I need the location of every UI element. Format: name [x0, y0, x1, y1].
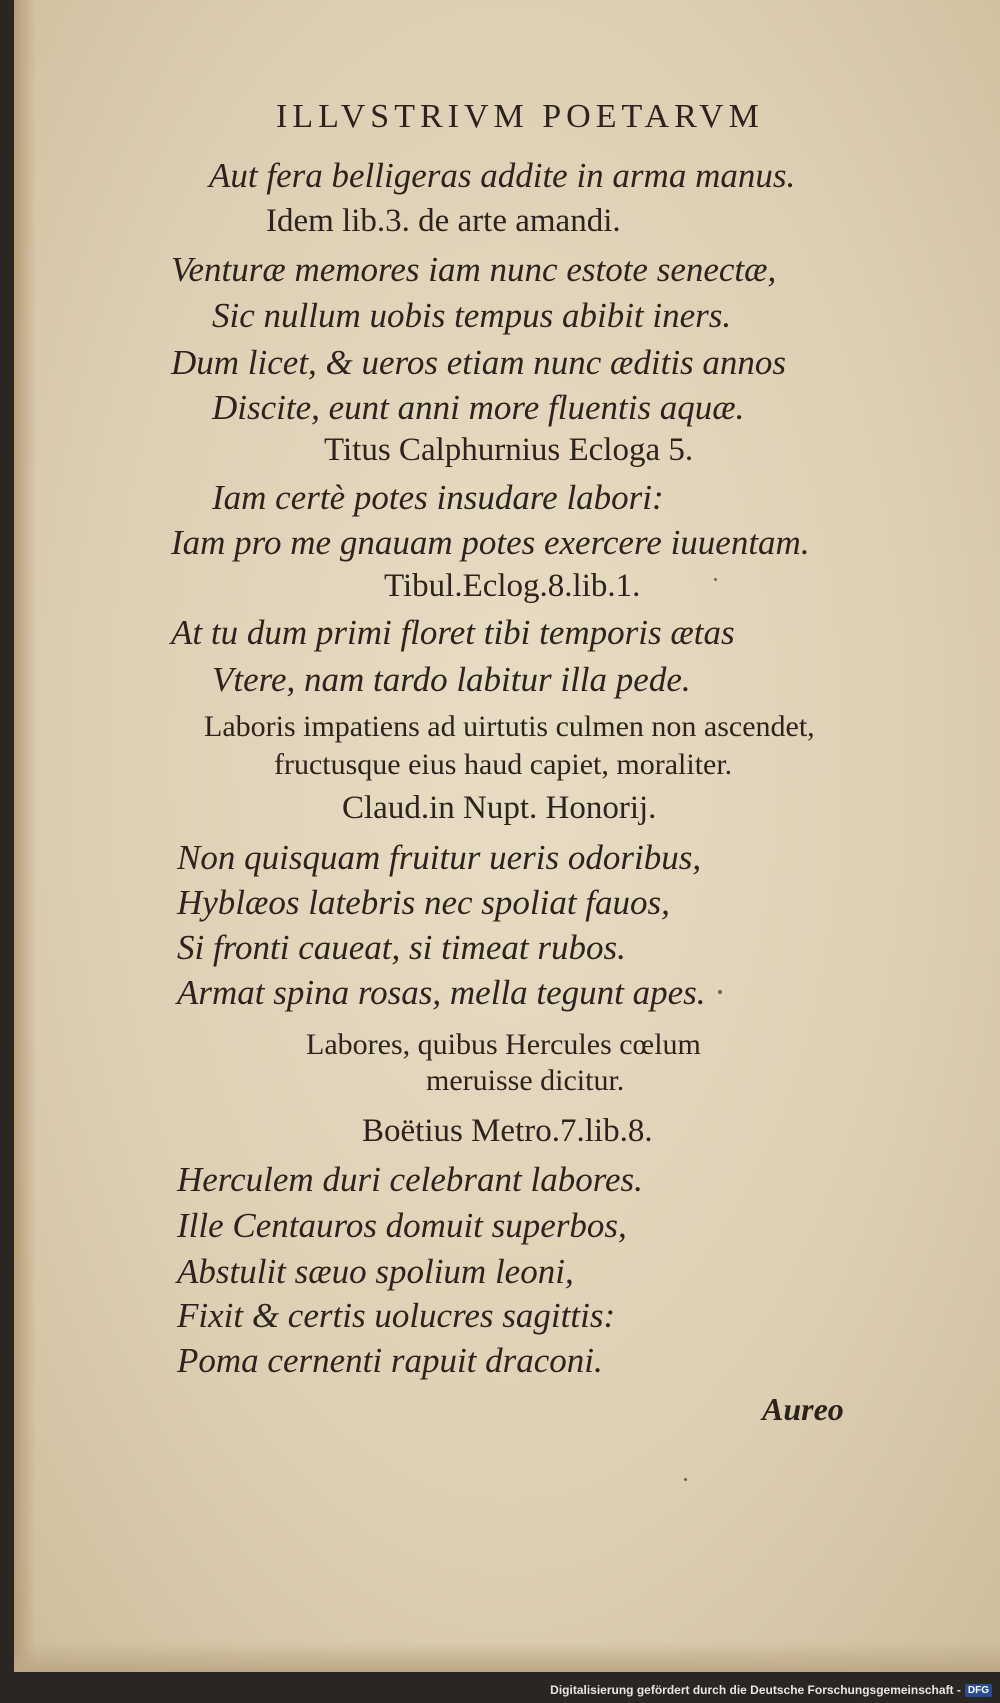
- verse-line: Herculem duri celebrant labores.: [177, 1160, 643, 1199]
- verse-line: Si fronti caueat, si timeat rubos.: [177, 928, 626, 967]
- verse-line: Non quisquam fruitur ueris odoribus,: [177, 838, 702, 877]
- moral-heading: fructusque eius haud capiet, moraliter.: [274, 748, 733, 781]
- digitization-credit: [550, 1683, 992, 1697]
- verse-line: Armat spina rosas, mella tegunt apes.: [177, 973, 706, 1012]
- verse-line: Iam certè potes insudare labori:: [212, 478, 664, 517]
- verse-line: Vtere, nam tardo labitur illa pede.: [212, 660, 691, 699]
- moral-heading: meruisse dicitur.: [426, 1064, 625, 1097]
- section-heading: Titus Calphurnius Ecloga 5.: [324, 432, 694, 468]
- verse-line: Venturæ memores iam nunc estote senectæ,: [171, 250, 777, 289]
- section-heading: Boëtius Metro.7.lib.8.: [362, 1113, 653, 1149]
- ink-speck: [684, 1478, 687, 1481]
- verse-line: Poma cernenti rapuit draconi.: [177, 1341, 603, 1380]
- verse-line: Hyblæos latebris nec spoliat fauos,: [177, 883, 670, 922]
- verse-line: Aut fera belligeras addite in arma manus.: [209, 156, 796, 195]
- section-heading: Claud.in Nupt. Honorij.: [342, 790, 657, 826]
- dfg-logo: DFG: [965, 1684, 992, 1697]
- verse-line: Iam pro me gnauam potes exercere iuuentam.: [171, 523, 810, 562]
- verse-line: Discite, eunt anni more fluentis aquæ.: [212, 388, 745, 427]
- moral-heading: Laboris impatiens ad uirtutis culmen non ascendet,: [204, 710, 815, 743]
- running-header: ILLVSTRIVM POETARVM: [276, 98, 764, 135]
- section-heading: Idem lib.3. de arte amandi.: [266, 203, 621, 239]
- moral-heading: Labores, quibus Hercules cœlum: [306, 1028, 701, 1061]
- verse-line: At tu dum primi floret tibi temporis ætas: [171, 613, 735, 652]
- verse-line: Dum licet, & ueros etiam nunc æditis annos: [171, 343, 787, 382]
- verse-line: Abstulit sæuo spolium leoni,: [177, 1252, 574, 1291]
- verse-line: Fixit & certis uolucres sagittis:: [177, 1296, 616, 1335]
- catchword: Aureo: [762, 1391, 844, 1427]
- credit-text: Digitalisierung gefördert durch die Deutsche Forschungsgemeinschaft -: [550, 1683, 961, 1697]
- page-content: [14, 0, 1000, 1672]
- ink-speck: [714, 578, 717, 581]
- section-heading: Tibul.Eclog.8.lib.1.: [384, 568, 641, 604]
- verse-line: Sic nullum uobis tempus abibit iners.: [212, 296, 732, 335]
- book-page: [14, 0, 1000, 1672]
- verse-line: Ille Centauros domuit superbos,: [177, 1206, 627, 1245]
- ink-speck: [718, 990, 722, 994]
